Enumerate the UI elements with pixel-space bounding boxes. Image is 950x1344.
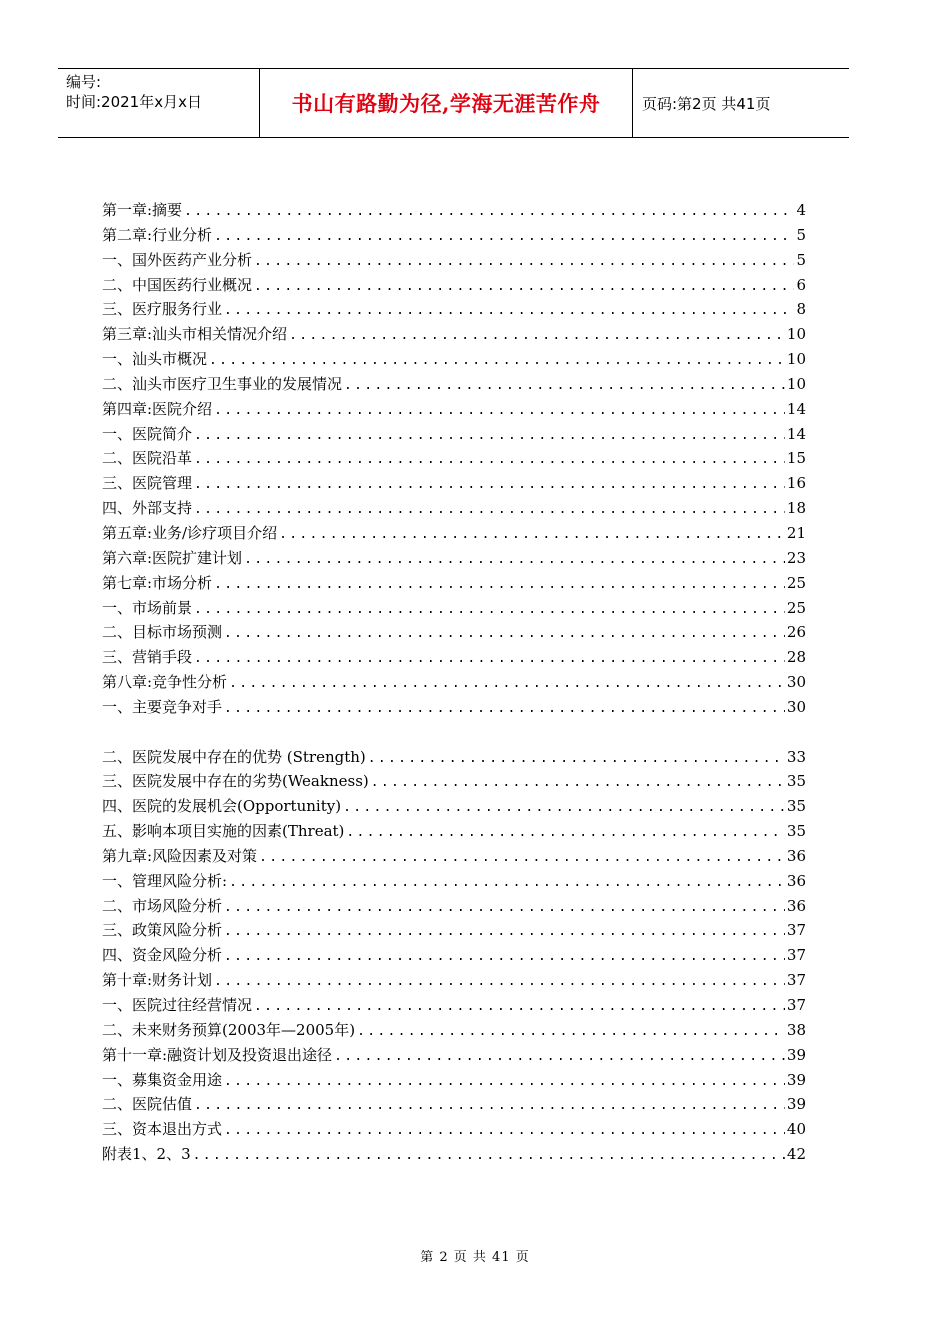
toc-entry[interactable] (102, 918, 806, 943)
toc-entry-page: 16 (786, 474, 806, 493)
toc-entry-title: 第十章:财务计划 (102, 971, 213, 990)
toc-dot-leader (194, 498, 785, 523)
toc-entry-title: 一、主要竞争对手 (102, 697, 223, 716)
toc-entry-title: 二、医院沿革 (102, 449, 193, 468)
page-header (58, 68, 849, 138)
toc-dot-leader (194, 448, 785, 473)
toc-dot-leader (229, 871, 785, 896)
toc-dot-leader (289, 324, 785, 349)
toc-entry[interactable] (102, 1092, 806, 1117)
toc-entry-page: 18 (786, 499, 806, 518)
toc-entry-title: 一、管理风险分析: (102, 871, 228, 890)
toc-entry-title: 第六章:医院扩建计划 (102, 548, 243, 567)
toc-entry[interactable] (102, 1142, 806, 1167)
header-motto: 书山有路勤为径,学海无涯苦作舟 (259, 69, 633, 137)
toc-entry-title: 三、资本退出方式 (102, 1120, 223, 1139)
toc-entry-page: 36 (786, 896, 806, 915)
toc-entry-page: 39 (786, 1045, 806, 1064)
toc-entry-title: 第七章:市场分析 (102, 573, 213, 592)
toc-dot-leader (224, 697, 785, 722)
toc-entry-title: 一、国外医药产业分析 (102, 250, 253, 269)
toc-entry-title: 二、医院估值 (102, 1095, 193, 1114)
toc-entry-title: 一、医院过往经营情况 (102, 996, 253, 1014)
header-page-code: 页码:第2页 共41页 (642, 94, 771, 113)
toc-entry[interactable] (102, 620, 806, 645)
toc-dot-leader (224, 896, 785, 921)
toc-entry-page: 14 (786, 424, 806, 443)
toc-dot-leader (254, 250, 794, 275)
toc-dot-leader (344, 374, 785, 399)
toc-dot-leader (214, 970, 785, 995)
toc-entry-page: 14 (786, 399, 806, 418)
toc-entry[interactable] (102, 894, 806, 919)
toc-dot-leader (194, 598, 785, 623)
toc-entry-title: 第二章:行业分析 (102, 225, 213, 244)
toc-dot-leader (194, 1094, 785, 1119)
toc-dot-leader (368, 747, 785, 772)
toc-dot-leader (371, 771, 785, 796)
toc-entry[interactable] (102, 993, 806, 1018)
toc-dot-leader (334, 1045, 785, 1070)
toc-entry-page: 4 (796, 201, 806, 219)
toc-entry[interactable] (102, 1117, 806, 1142)
toc-entry[interactable] (102, 869, 806, 894)
toc-entry-page: 5 (796, 250, 806, 269)
toc-entry-title: 三、医院管理 (102, 474, 193, 493)
toc-entry-title: 三、营销手段 (102, 648, 193, 667)
toc-entry-title: 二、未来财务预算(2003年—2005年) (102, 1020, 356, 1039)
toc-dot-leader (343, 796, 785, 821)
toc-entry[interactable] (102, 322, 806, 347)
toc-entry-page: 39 (786, 1095, 806, 1114)
toc-entry-title: 第十一章:融资计划及投资退出途径 (102, 1045, 333, 1064)
toc-dot-leader (224, 945, 785, 970)
toc-dot-leader (184, 200, 794, 225)
toc-entry-page: 36 (786, 846, 806, 865)
toc-entry[interactable] (102, 422, 806, 447)
toc-entry-title: 二、目标市场预测 (102, 623, 223, 642)
toc-dot-leader (193, 1144, 785, 1169)
toc-entry-page: 36 (786, 871, 806, 890)
toc-entry-title: 第四章:医院介绍 (102, 399, 213, 418)
table-of-contents (102, 198, 806, 1167)
toc-entry[interactable] (102, 1043, 806, 1068)
toc-entry-page: 25 (786, 573, 806, 592)
toc-entry-title: 第五章:业务/诊疗项目介绍 (102, 523, 278, 542)
toc-dot-leader (224, 920, 785, 945)
toc-entry-title: 五、影响本项目实施的因素(Threat) (102, 822, 345, 841)
toc-entry[interactable] (102, 571, 806, 596)
toc-dot-leader (214, 225, 794, 250)
toc-dot-leader (259, 846, 785, 871)
document-number-label: 编号: (66, 73, 102, 91)
toc-dot-leader (209, 349, 785, 374)
toc-entry-page: 37 (786, 996, 806, 1014)
toc-dot-leader (214, 573, 785, 598)
toc-entry-page: 35 (786, 822, 806, 841)
toc-entry-page: 8 (796, 300, 806, 319)
toc-entry-title: 二、医院发展中存在的优势 (Strength) (102, 747, 366, 766)
toc-entry[interactable] (102, 223, 806, 248)
toc-entry-page: 26 (786, 623, 806, 642)
toc-dot-leader (224, 1070, 785, 1095)
toc-entry[interactable] (102, 670, 806, 695)
toc-dot-leader (194, 424, 785, 449)
toc-entry-page: 28 (786, 648, 806, 667)
toc-dot-leader (254, 995, 785, 1020)
document-time: 时间:2021年x月x日 (66, 93, 202, 111)
toc-entry[interactable] (102, 769, 806, 794)
toc-entry[interactable] (102, 745, 806, 770)
toc-entry[interactable] (102, 943, 806, 968)
toc-entry-page: 35 (786, 772, 806, 791)
toc-entry-title: 二、中国医药行业概况 (102, 275, 253, 294)
toc-dot-leader (224, 1119, 785, 1144)
toc-entry-page: 5 (796, 225, 806, 244)
toc-entry-page: 30 (786, 697, 806, 716)
toc-dot-leader (254, 275, 794, 300)
toc-entry[interactable] (102, 496, 806, 521)
toc-entry[interactable] (102, 546, 806, 571)
toc-entry-title: 第三章:汕头市相关情况介绍 (102, 325, 288, 344)
toc-entry-page: 6 (796, 275, 806, 294)
toc-entry[interactable] (102, 645, 806, 670)
toc-entry-page: 23 (786, 548, 806, 567)
toc-entry[interactable] (102, 1018, 806, 1043)
toc-entry[interactable] (102, 297, 806, 322)
toc-entry[interactable] (102, 819, 806, 844)
toc-entry-title: 四、资金风险分析 (102, 946, 223, 965)
toc-entry[interactable] (102, 521, 806, 546)
toc-entry-title: 二、汕头市医疗卫生事业的发展情况 (102, 374, 343, 393)
toc-entry-page: 38 (786, 1020, 806, 1039)
toc-entry-page: 33 (786, 747, 806, 766)
toc-dot-leader (224, 622, 785, 647)
toc-entry-title: 第八章:竞争性分析 (102, 673, 228, 692)
toc-entry[interactable] (102, 471, 806, 496)
toc-entry[interactable] (102, 446, 806, 471)
toc-entry-page: 21 (786, 523, 806, 542)
toc-dot-leader (244, 548, 785, 573)
toc-dot-leader (214, 399, 785, 424)
toc-dot-leader (346, 821, 785, 846)
toc-entry[interactable] (102, 596, 806, 621)
toc-dot-leader (229, 672, 785, 697)
toc-entry-page: 10 (786, 350, 806, 369)
toc-entry-title: 附表1、2、3 (102, 1145, 191, 1164)
header-meta (58, 69, 259, 137)
toc-entry-page: 35 (786, 797, 806, 816)
toc-entry-title: 二、市场风险分析 (102, 896, 223, 915)
toc-entry[interactable] (102, 844, 806, 869)
toc-entry-page: 10 (786, 374, 806, 393)
toc-entry-page: 15 (786, 449, 806, 468)
toc-dot-leader (194, 473, 785, 498)
toc-entry[interactable] (102, 347, 806, 372)
toc-entry-page: 37 (786, 921, 806, 940)
toc-entry-title: 第九章:风险因素及对策 (102, 846, 258, 865)
toc-dot-leader (279, 523, 785, 548)
toc-entry-title: 三、政策风险分析 (102, 921, 223, 940)
toc-entry-title: 三、医疗服务行业 (102, 300, 223, 319)
toc-entry-page: 42 (786, 1145, 806, 1164)
toc-entry-title: 一、市场前景 (102, 598, 193, 617)
toc-entry-page: 10 (786, 325, 806, 344)
toc-entry-title: 一、汕头市概况 (102, 350, 208, 369)
toc-entry-title: 三、医院发展中存在的劣势(Weakness) (102, 772, 369, 791)
toc-entry-title: 第一章:摘要 (102, 201, 183, 219)
toc-entry-title: 四、外部支持 (102, 499, 193, 518)
toc-entry-title: 一、募集资金用途 (102, 1070, 223, 1089)
page-footer: 第 2 页 共 41 页 (420, 1250, 530, 1265)
toc-entry-page: 39 (786, 1070, 806, 1089)
toc-entry[interactable] (102, 1068, 806, 1093)
toc-entry[interactable] (102, 248, 806, 273)
toc-entry-page: 37 (786, 946, 806, 965)
toc-dot-leader (224, 299, 794, 324)
toc-entry-page: 40 (786, 1120, 806, 1139)
toc-entry[interactable] (102, 273, 806, 298)
toc-entry-title: 四、医院的发展机会(Opportunity) (102, 797, 342, 816)
toc-dot-leader (194, 647, 785, 672)
toc-entry-page: 37 (786, 971, 806, 990)
toc-entry[interactable] (102, 397, 806, 422)
toc-dot-leader (357, 1020, 785, 1045)
toc-entry[interactable] (102, 695, 806, 720)
toc-entry[interactable] (102, 198, 806, 223)
toc-entry[interactable] (102, 968, 806, 993)
toc-entry-page: 30 (786, 673, 806, 692)
toc-entry[interactable] (102, 794, 806, 819)
toc-entry[interactable] (102, 372, 806, 397)
toc-entry-page: 25 (786, 598, 806, 617)
toc-entry-title: 一、医院简介 (102, 424, 193, 443)
